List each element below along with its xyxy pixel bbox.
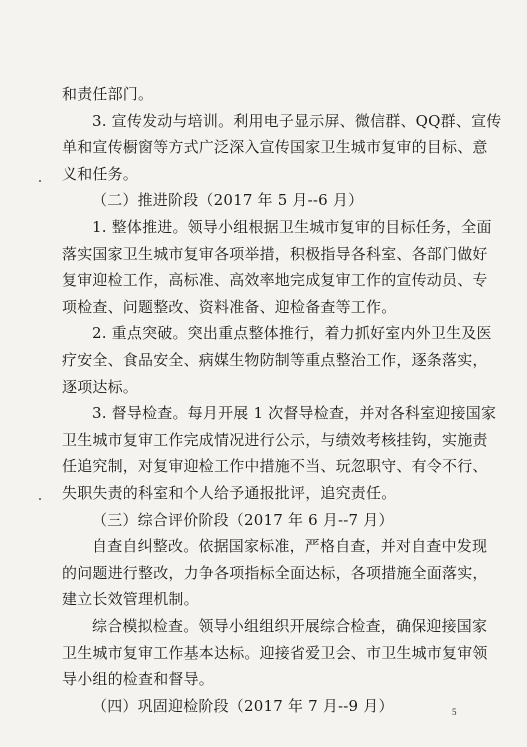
text-line: 建立长效管理机制。 <box>62 590 199 609</box>
text-line: 义和任务。 <box>62 164 139 183</box>
text-line: 卫生城市复审工作基本达标。迎接省爱卫会、市卫生城市复审领 <box>62 643 488 662</box>
text-line: 复审迎检工作，高标准、高效率地完成复审工作的宣传动员、专 <box>62 271 488 290</box>
text-line: 项检查、问题整改、资料准备、迎检备查等工作。 <box>62 297 397 316</box>
text-line: 任追究制，对复审迎检工作中措施不当、玩忽职守、有令不行、 <box>62 457 488 476</box>
binding-hole-mark <box>39 180 41 182</box>
text-line: 综合模拟检查。领导小组组织开展综合检查，确保迎接国家 <box>92 617 488 635</box>
text-line: 卫生城市复审工作完成情况进行公示，与绩效考核挂钩，实施责 <box>62 430 488 449</box>
text-line: 和责任部门。 <box>62 85 154 103</box>
text-line: 导小组的检查和督导。 <box>62 670 215 689</box>
section-heading: （三）综合评价阶段（2017 年 6 月--7 月） <box>92 510 394 529</box>
page-number: 5 <box>452 707 457 717</box>
text-line: 3. 宣传发动与培训。利用电子显示屏、微信群、QQ群、宣传 <box>92 111 502 130</box>
text-line: 的问题进行整改，力争各项指标全面达标，各项措施全面落实， <box>62 563 488 582</box>
text-line: 1. 整体推进。领导小组根据卫生城市复审的目标任务，全面 <box>92 218 492 236</box>
text-line: 单和宣传橱窗等方式广泛深入宣传国家卫生城市复审的目标、意 <box>62 138 488 157</box>
text-line: 2. 重点突破。突出重点整体推行，着力抓好室内外卫生及医 <box>92 324 492 343</box>
section-heading: （二）推进阶段（2017 年 5 月--6 月） <box>92 191 364 210</box>
section-heading: （四）巩固迎检阶段（2017 年 7 月--9 月） <box>92 696 394 715</box>
binding-hole-mark <box>39 498 41 500</box>
text-line: 落实国家卫生城市复审各项举措，积极指导各科室、各部门做好 <box>62 244 488 263</box>
text-line: 疗安全、食品安全、病媒生物防制等重点整治工作，逐条落实， <box>62 351 488 369</box>
text-line: 自查自纠整改。依据国家标准，严格自查，并对自查中发现 <box>92 537 488 556</box>
text-line: 3. 督导检查。每月开展 1 次督导检查，并对各科室迎接国家 <box>92 404 497 423</box>
text-line: 失职失责的科室和个人给予通报批评，追究责任。 <box>62 484 397 502</box>
text-line: 逐项达标。 <box>62 377 139 396</box>
